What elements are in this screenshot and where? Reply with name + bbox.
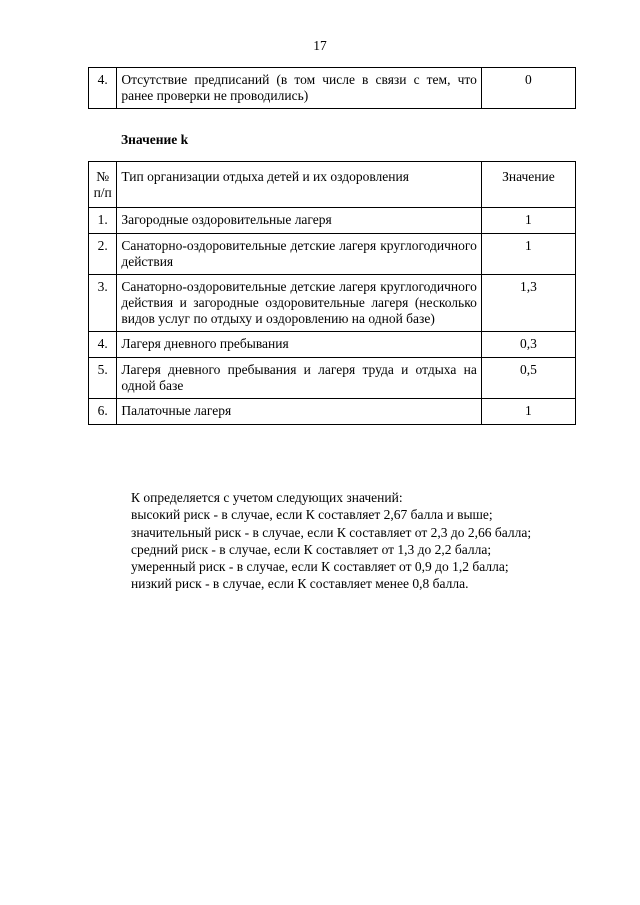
- risk-medium: средний риск - в случае, если К составляет от 1,3 до 2,2 балла;: [131, 541, 492, 557]
- table-row: [89, 275, 576, 332]
- k-value-table: [88, 161, 576, 425]
- risk-high: высокий риск - в случае, если К составляет 2,67 балла и выше;: [131, 507, 493, 523]
- row-value: 1,3: [481, 275, 575, 332]
- row-number: 1.: [89, 208, 117, 234]
- row-number: 4.: [89, 332, 117, 358]
- table-row: [89, 68, 576, 109]
- table-row: [89, 208, 576, 234]
- row-value: 0,5: [481, 358, 575, 399]
- row-text: Палаточные лагеря: [117, 399, 481, 425]
- header-value: Значение: [481, 162, 575, 208]
- risk-low: низкий риск - в случае, если К составляет менее 0,8 балла.: [131, 576, 469, 592]
- row-text: Санаторно-оздоровительные детские лагеря круглогодичного действия и загородные оздоровительные лагеря (несколько видов услуг по отдыху и оздоровлению на одной базе): [117, 275, 481, 332]
- row-value: 0,3: [481, 332, 575, 358]
- row-value: 1: [481, 208, 575, 234]
- table-row: [89, 234, 576, 275]
- notes-intro: К определяется с учетом следующих значений:: [131, 490, 403, 505]
- row-number: 4.: [89, 68, 117, 109]
- header-type: Тип организации отдыха детей и их оздоровления: [117, 162, 481, 208]
- header-number: № п/п: [89, 162, 117, 208]
- row-number: 2.: [89, 234, 117, 275]
- row-value: 0: [481, 68, 575, 109]
- row-text: Санаторно-оздоровительные детские лагеря круглогодичного действия: [117, 234, 481, 275]
- row-text: Лагеря дневного пребывания и лагеря труда и отдыха на одной базе: [117, 358, 481, 399]
- page-number: 17: [313, 38, 327, 53]
- table-row: [89, 399, 576, 425]
- risk-notes: [131, 489, 601, 593]
- table-row: [89, 332, 576, 358]
- row-text: Загородные оздоровительные лагеря: [117, 208, 481, 234]
- table-header-row: [89, 162, 576, 208]
- risk-significant: значительный риск - в случае, если К составляет от 2,3 до 2,66 балла;: [131, 524, 532, 540]
- row-value: 1: [481, 399, 575, 425]
- top-table: [88, 67, 576, 109]
- row-number: 5.: [89, 358, 117, 399]
- risk-moderate: умеренный риск - в случае, если К составляет от 0,9 до 1,2 балла;: [131, 559, 509, 575]
- row-text: Лагеря дневного пребывания: [117, 332, 481, 358]
- section-heading: Значение k: [121, 132, 189, 147]
- row-value: 1: [481, 234, 575, 275]
- row-number: 6.: [89, 399, 117, 425]
- row-text: Отсутствие предписаний (в том числе в связи с тем, что ранее проверки не проводились): [117, 68, 481, 109]
- table-row: [89, 358, 576, 399]
- row-number: 3.: [89, 275, 117, 332]
